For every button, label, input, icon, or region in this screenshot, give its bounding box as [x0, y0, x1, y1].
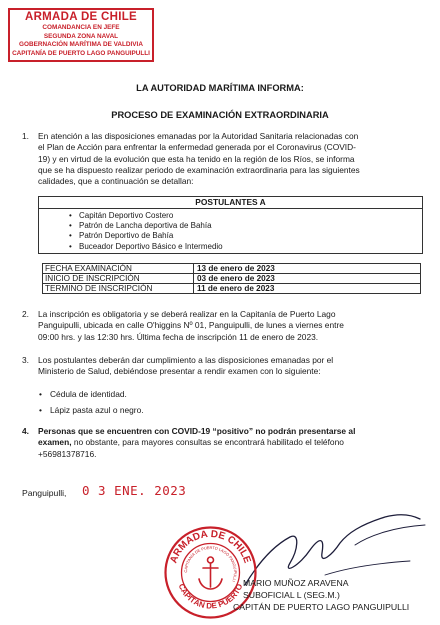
item-4-line — [38, 437, 428, 448]
postulante-item: • Patrón de Lancha deportiva de Bahía — [79, 221, 422, 231]
item-2-text — [38, 309, 428, 343]
date-label: TERMINO DE INSCRIPCIÓN — [43, 284, 194, 294]
item-1-text — [38, 131, 428, 187]
item-3-text — [38, 355, 428, 378]
item-3-line: Ministerio de Salud, debiéndose presentar a rendir examen con lo siguiente: — [38, 366, 321, 377]
page-title: LA AUTORIDAD MARÍTIMA INFORMA: — [136, 83, 304, 93]
covid-warning-lead: examen, — [38, 437, 72, 448]
phone-number: +56981378716. — [38, 448, 97, 459]
postulante-item: • Patrón Deportivo de Bahía — [79, 231, 422, 241]
postulante-item: • Buceador Deportivo Básico e Intermedio — [79, 242, 422, 252]
header-stamp — [8, 8, 154, 62]
consult-text: no obstante, para mayores consultas se encontrará habilitado el teléfono — [71, 437, 344, 448]
requirement-item — [39, 405, 144, 416]
dates-table — [42, 263, 421, 294]
item-2-number: 2. — [22, 309, 29, 319]
date-label: INICIO DE INSCRIPCIÓN — [43, 274, 194, 284]
seal-inner-text: CAPITANÍA DE PUERTO LAGO PANGUIPULLI — [182, 544, 239, 583]
bullet-icon: • — [39, 405, 42, 415]
requirement-text: Cédula de identidad. — [50, 389, 127, 399]
item-1-line: 19) y en virtud de la evolución que esta ha tenido en la región de los Ríos, se informa — [38, 153, 355, 164]
postulantes-header: POSTULANTES A — [39, 197, 422, 209]
table-row — [43, 274, 421, 284]
covid-warning: Personas que se encuentren con COVID-19 “positivo” no podrán presentarse al — [38, 426, 356, 436]
item-1-line: calidades, que a continuación se detallan: — [38, 176, 194, 187]
item-2-line: La inscripción es obligatoria y se deberá realizar en la Capitanía de Puerto Lago — [38, 309, 336, 319]
postulante-item: • Capitán Deportivo Costero — [79, 211, 422, 221]
date-value: 11 de enero de 2023 — [194, 284, 421, 294]
page-subtitle: PROCESO DE EXAMINACIÓN EXTRAORDINARIA — [111, 110, 329, 120]
date-label: FECHA EXAMINACIÓN — [43, 264, 194, 274]
requirement-item — [39, 389, 127, 400]
place-label: Panguipulli, — [22, 488, 67, 498]
item-1-line: En atención a las disposiciones emanadas por la Autoridad Sanitaria relacionadas con — [38, 131, 359, 141]
postulantes-table — [38, 196, 423, 254]
item-3-line: Los postulantes deberán dar cumplimiento a las disposiciones emanadas por el — [38, 355, 334, 365]
signer-name: MARIO MUÑOZ ARAVENA — [243, 578, 349, 588]
item-2-line: Panguipulli, ubicada en calle O'higgins Nº 01, Panguipulli, de lunes a viernes entre — [38, 320, 344, 331]
signer-position: CAPITÁN DE PUERTO LAGO PANGUIPULLI — [233, 602, 410, 612]
date-stamp: 0 3 ENE. 2023 — [82, 483, 187, 498]
bullet-icon: • — [39, 389, 42, 399]
item-4-text — [38, 426, 428, 460]
stamp-line-armada: ARMADA DE CHILE — [24, 11, 138, 23]
date-value: 13 de enero de 2023 — [194, 264, 421, 274]
anchor-icon — [199, 557, 222, 589]
item-1-number: 1. — [22, 131, 29, 141]
item-3-number: 3. — [22, 355, 29, 365]
item-2-line: 09:00 hrs. y las 12:30 hrs. Última fecha de inscripción 11 de enero de 2023. — [38, 331, 319, 342]
signer-rank: SUBOFICIAL L (SEG.M.) — [243, 590, 340, 600]
item-1-line: que se ha dispuesto realizar periodo de examinación extraordinaria para las siguientes — [38, 164, 360, 175]
requirement-text: Lápiz pasta azul o negro. — [50, 405, 144, 415]
item-1-line: el Plan de Acción para enfrentar la enfermedad generada por el Coronavirus (COVID- — [38, 142, 356, 153]
stamp-line-capitania: CAPITANÍA DE PUERTO LAGO PANGUIPULLI — [12, 49, 150, 57]
seal-bottom-text: CAPITÁN DE PUERTO — [176, 582, 245, 611]
date-value: 03 de enero de 2023 — [194, 274, 421, 284]
seal-top-text: ARMADA DE CHILE — [168, 528, 253, 565]
item-4-number: 4. — [22, 426, 29, 436]
stamp-line-gobernacion: GOBERNACIÓN MARÍTIMA DE VALDIVIA — [19, 41, 143, 48]
stamp-line-comandancia: COMANDANCIA EN JEFE — [42, 24, 120, 31]
table-row — [43, 284, 421, 294]
table-row — [43, 264, 421, 274]
stamp-line-zona: SEGUNDA ZONA NAVAL — [43, 32, 119, 40]
